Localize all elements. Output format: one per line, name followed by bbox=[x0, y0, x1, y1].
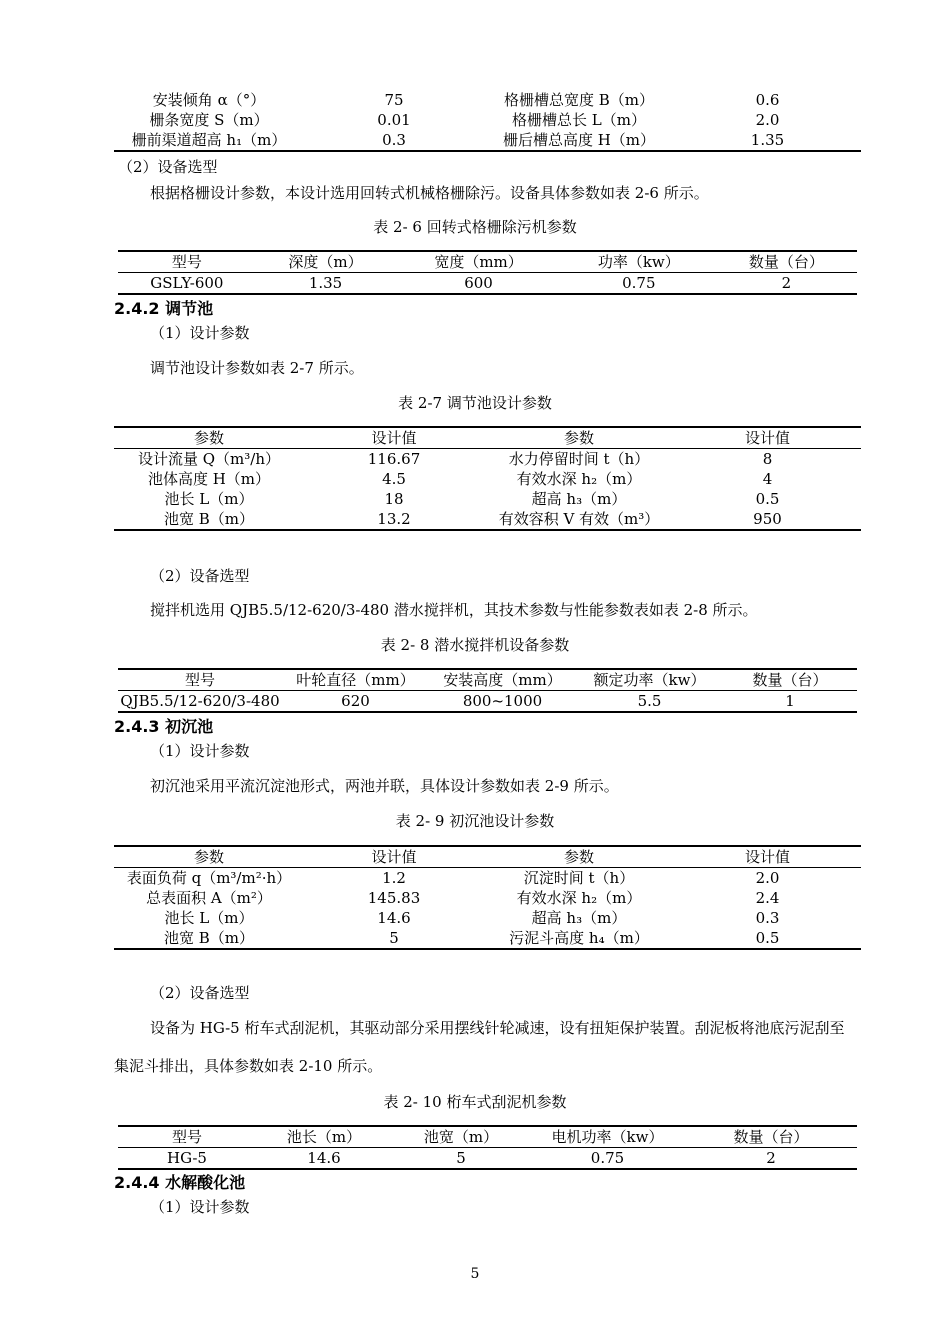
table-cell: 0.5 bbox=[755, 929, 780, 947]
table-header-cell: 池宽（m） bbox=[392, 1126, 530, 1148]
table-row bbox=[114, 110, 861, 130]
table-row bbox=[114, 908, 861, 928]
table-header-row bbox=[114, 427, 861, 449]
table-cell: 池宽 B（m） bbox=[163, 929, 254, 947]
table-header-cell: 额定功率（kw） bbox=[576, 669, 723, 691]
table-cell: 0.75 bbox=[590, 1149, 625, 1167]
table-header-cell: 型号 bbox=[118, 669, 282, 691]
section-heading: 2.4.2 调节池 bbox=[114, 299, 214, 318]
table-cell: 0.3 bbox=[382, 131, 406, 149]
table-header-cell: 设计值 bbox=[304, 846, 484, 868]
grille-cleaner-table bbox=[118, 250, 857, 295]
table-cell: 超高 h₃（m） bbox=[531, 490, 627, 508]
table-caption: 表 2-7 调节池设计参数 bbox=[398, 394, 552, 412]
table-row bbox=[114, 509, 861, 530]
body-paragraph: 搅拌机选用 QJB5.5/12-620/3-480 潜水搅拌机，其技术参数与性能参数表如表 2-8 所示。 bbox=[150, 601, 758, 619]
table-cell: 水力停留时间 t（h） bbox=[508, 450, 650, 468]
primary-clarifier-table bbox=[114, 845, 861, 950]
table-cell: 800~1000 bbox=[462, 692, 543, 710]
design-parameter-label: （1）设计参数 bbox=[150, 1198, 250, 1216]
table-header-row bbox=[118, 669, 857, 691]
table-cell: 有效水深 h₂（m） bbox=[516, 470, 642, 488]
table-cell: 表面负荷 q（m³/m²·h） bbox=[126, 869, 292, 887]
table-cell: 145.83 bbox=[367, 889, 421, 907]
table-header-cell: 数量（台） bbox=[685, 1126, 857, 1148]
table-caption: 表 2- 9 初沉池设计参数 bbox=[395, 812, 555, 830]
table-cell: 5.5 bbox=[637, 692, 662, 710]
body-paragraph: 根据格栅设计参数，本设计选用回转式机械格栅除污。设备具体参数如表 2-6 所示。 bbox=[150, 184, 709, 202]
table-cell: 600 bbox=[464, 274, 493, 292]
equipment-selection-label: （2）设备选型 bbox=[150, 567, 250, 585]
table-cell: 2 bbox=[766, 1149, 776, 1167]
table-cell: 75 bbox=[384, 91, 404, 109]
design-parameter-label: （1）设计参数 bbox=[150, 324, 250, 342]
table-cell: 1.35 bbox=[308, 274, 343, 292]
page-number: 5 bbox=[470, 1266, 480, 1282]
table-header-cell: 功率（kw） bbox=[562, 251, 716, 273]
table-cell: 1.35 bbox=[750, 131, 785, 149]
table-header-row bbox=[118, 1126, 857, 1148]
table-cell: 4 bbox=[762, 470, 773, 488]
table-row bbox=[114, 888, 861, 908]
table-row bbox=[118, 1148, 857, 1170]
table-row bbox=[114, 469, 861, 489]
table-row bbox=[114, 868, 861, 889]
design-parameter-label: （1）设计参数 bbox=[150, 742, 250, 760]
table-header-row bbox=[118, 251, 857, 273]
table-header-cell: 设计值 bbox=[674, 427, 861, 449]
table-cell: 格栅槽总长 L（m） bbox=[512, 111, 646, 129]
table-caption: 表 2- 10 桁车式刮泥机参数 bbox=[383, 1093, 567, 1111]
grille-parameter-table bbox=[114, 90, 861, 152]
table-caption: 表 2- 8 潜水搅拌机设备参数 bbox=[380, 636, 570, 654]
table-cell: 620 bbox=[341, 692, 370, 710]
table-header-cell: 设计值 bbox=[304, 427, 484, 449]
table-cell: 格栅槽总宽度 B（m） bbox=[503, 91, 654, 109]
table-caption: 表 2- 6 回转式格栅除污机参数 bbox=[373, 218, 577, 236]
table-header-cell: 设计值 bbox=[674, 846, 861, 868]
table-row bbox=[114, 90, 861, 110]
table-header-cell: 深度（m） bbox=[256, 251, 396, 273]
table-row bbox=[118, 691, 857, 713]
table-cell: 5 bbox=[456, 1149, 466, 1167]
table-header-cell: 池长（m） bbox=[256, 1126, 392, 1148]
table-cell: 总表面积 A（m²） bbox=[146, 889, 272, 907]
table-cell: 1 bbox=[785, 692, 795, 710]
table-header-cell: 安装高度（mm） bbox=[429, 669, 576, 691]
table-cell: QJB5.5/12-620/3-480 bbox=[120, 692, 280, 710]
table-cell: 0.3 bbox=[755, 909, 780, 927]
table-cell: 栅后槽总高度 H（m） bbox=[502, 131, 656, 149]
table-cell: 0.01 bbox=[377, 111, 411, 129]
table-cell: 5 bbox=[389, 929, 399, 947]
table-cell: 污泥斗高度 h₄（m） bbox=[509, 929, 649, 947]
equipment-selection-label: （2）设备选型 bbox=[150, 984, 250, 1002]
table-header-cell: 电机功率（kw） bbox=[530, 1126, 685, 1148]
regulating-tank-table bbox=[114, 426, 861, 531]
table-cell: 池体高度 H（m） bbox=[147, 470, 271, 488]
table-cell: 超高 h₃（m） bbox=[531, 909, 627, 927]
table-header-cell: 参数 bbox=[114, 427, 304, 449]
table-cell: 116.67 bbox=[367, 450, 421, 468]
table-cell: 2 bbox=[781, 274, 792, 292]
table-header-cell: 参数 bbox=[484, 846, 674, 868]
table-cell: HG-5 bbox=[167, 1149, 207, 1167]
table-cell: 池宽 B（m） bbox=[163, 510, 254, 528]
table-cell: 栅条宽度 S（m） bbox=[149, 111, 269, 129]
section-heading: 2.4.4 水解酸化池 bbox=[114, 1173, 246, 1192]
table-cell: 池长 L（m） bbox=[164, 909, 254, 927]
table-cell: 8 bbox=[762, 450, 773, 468]
table-cell: 0.75 bbox=[622, 274, 656, 292]
table-cell: 2.0 bbox=[755, 869, 780, 887]
table-cell: 栅前渠道超高 h₁（m） bbox=[131, 131, 287, 149]
table-cell: 设计流量 Q（m³/h） bbox=[137, 450, 281, 468]
table-row bbox=[114, 928, 861, 949]
table-cell: 950 bbox=[753, 510, 782, 528]
table-cell: 4.5 bbox=[382, 470, 406, 488]
table-cell: 有效容积 V 有效（m³） bbox=[498, 510, 660, 528]
table-header-cell: 型号 bbox=[118, 1126, 256, 1148]
table-cell: 18 bbox=[384, 490, 404, 508]
table-cell: 2.4 bbox=[755, 889, 780, 907]
table-cell: GSLY-600 bbox=[150, 274, 224, 292]
section-heading: 2.4.3 初沉池 bbox=[114, 717, 214, 736]
table-cell: 13.2 bbox=[377, 510, 411, 528]
table-cell: 0.6 bbox=[755, 91, 780, 109]
table-header-cell: 参数 bbox=[484, 427, 674, 449]
table-cell: 14.6 bbox=[377, 909, 411, 927]
equipment-selection-label: （2）设备选型 bbox=[118, 158, 218, 176]
table-cell: 有效水深 h₂（m） bbox=[516, 889, 642, 907]
scraper-table bbox=[118, 1125, 857, 1170]
table-header-row bbox=[114, 846, 861, 868]
table-header-cell: 数量（台） bbox=[723, 669, 857, 691]
mixer-table bbox=[118, 668, 857, 713]
table-cell: 0.5 bbox=[755, 490, 780, 508]
table-header-cell: 宽度（mm） bbox=[395, 251, 561, 273]
table-row bbox=[114, 130, 861, 151]
table-cell: 14.6 bbox=[307, 1149, 341, 1167]
table-row bbox=[114, 489, 861, 509]
table-row bbox=[118, 273, 857, 295]
table-row bbox=[114, 449, 861, 470]
table-cell: 安装倾角 α（°） bbox=[152, 91, 266, 109]
table-header-cell: 参数 bbox=[114, 846, 304, 868]
table-cell: 2.0 bbox=[755, 111, 780, 129]
table-header-cell: 型号 bbox=[118, 251, 256, 273]
body-paragraph: 设备为 HG-5 桁车式刮泥机，其驱动部分采用摆线针轮减速，设有扭矩保护装置。刮泥板将池底污泥刮至集泥斗排出，具体参数如表 2-10 所示。 bbox=[114, 1019, 845, 1075]
body-paragraph: 初沉池采用平流沉淀池形式，两池并联，具体设计参数如表 2-9 所示。 bbox=[150, 777, 619, 795]
table-header-cell: 叶轮直径（mm） bbox=[282, 669, 429, 691]
table-cell: 沉淀时间 t（h） bbox=[523, 869, 635, 887]
table-cell: 1.2 bbox=[382, 869, 406, 887]
table-header-cell: 数量（台） bbox=[716, 251, 857, 273]
table-cell: 池长 L（m） bbox=[164, 490, 254, 508]
body-paragraph: 调节池设计参数如表 2-7 所示。 bbox=[150, 359, 364, 377]
